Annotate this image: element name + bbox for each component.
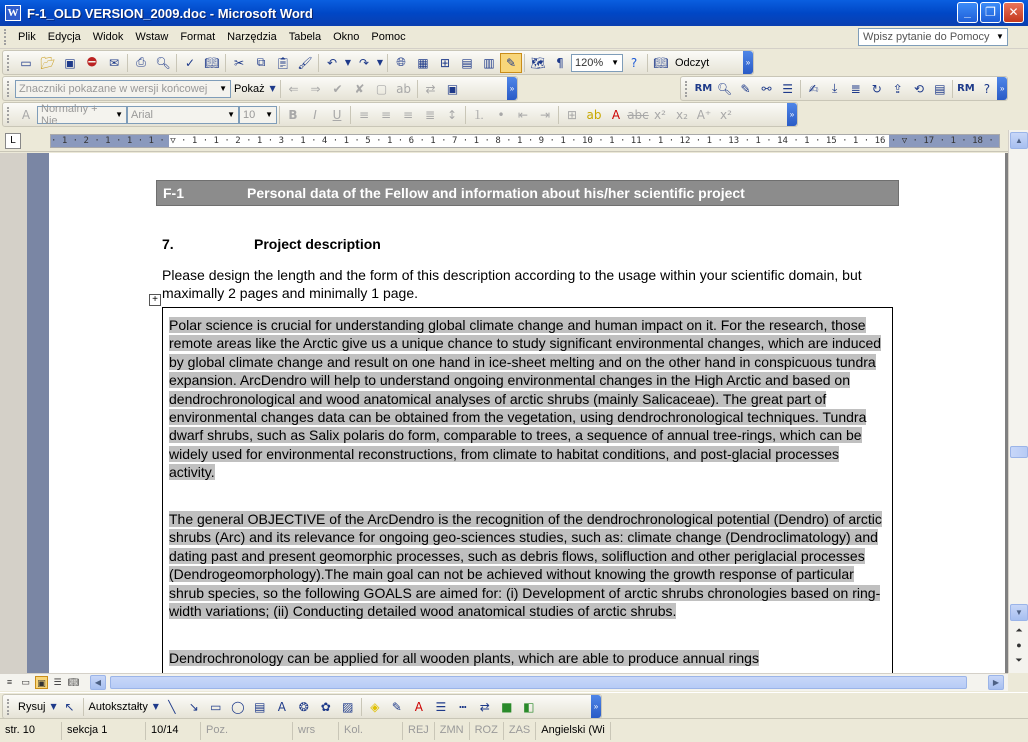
grow-font-icon[interactable]: A⁺	[696, 107, 712, 122]
print-icon[interactable]: ⎙	[136, 55, 146, 69]
insert-comment-icon[interactable]: ▢	[375, 81, 388, 96]
reading-view-icon[interactable]: 📖︎	[67, 677, 80, 687]
status-page-count: 10/14	[146, 722, 201, 740]
separator	[83, 698, 84, 716]
section-heading	[162, 236, 381, 252]
research-icon[interactable]: 📖︎	[204, 55, 220, 70]
insert-table-icon[interactable]: ⊞	[439, 55, 451, 70]
page-margin-shade	[27, 153, 49, 673]
minimize-button[interactable]: _	[957, 2, 978, 23]
align-right-icon[interactable]: ≡	[402, 107, 414, 122]
normal-view-icon[interactable]: ≡	[6, 677, 13, 687]
vertical-scrollbar[interactable]	[1008, 130, 1028, 673]
diagram-icon[interactable]: ❂	[298, 699, 309, 714]
find-citation-icon[interactable]: 🔍︎	[716, 81, 733, 96]
menu-window[interactable]: Okno	[333, 31, 360, 43]
status-section: sekcja 1	[62, 722, 146, 740]
track-changes-icon[interactable]: ⇄	[425, 81, 436, 96]
menu-insert[interactable]: Wstaw	[135, 31, 169, 43]
link-icon[interactable]: ⚯	[761, 81, 772, 96]
table-move-handle-icon[interactable]: +	[149, 294, 161, 306]
select-objects-icon[interactable]: ↖	[64, 699, 75, 714]
align-left-icon[interactable]: ≡	[358, 107, 370, 122]
menu-table[interactable]: Tabela	[288, 31, 322, 43]
status-position: Poz.	[201, 722, 293, 740]
reading-layout-icon[interactable]: 📖︎	[653, 55, 669, 70]
strikethrough-icon[interactable]: abc	[627, 107, 649, 122]
scroll-up-icon[interactable]: ▲	[1010, 132, 1028, 149]
edit-citation-icon[interactable]: ✎	[740, 81, 751, 96]
italic-icon[interactable]: I	[313, 107, 317, 122]
separator	[558, 106, 559, 124]
separator	[361, 698, 362, 716]
new-document-icon[interactable]: ▭	[20, 55, 32, 70]
markup-display-dropdown[interactable]	[15, 80, 231, 98]
zoom-value: 120%	[575, 56, 604, 69]
form-code: F-1	[163, 185, 184, 201]
tables-borders-icon[interactable]: ▦	[417, 55, 429, 70]
separator	[524, 54, 525, 72]
separator	[279, 106, 280, 124]
chevron-down-icon: ▼	[611, 58, 619, 67]
copy-icon[interactable]: ⧉	[256, 55, 266, 69]
scroll-right-icon[interactable]: ▶	[988, 675, 1004, 690]
permission-icon[interactable]: ⛔︎	[86, 55, 98, 69]
status-language[interactable]: Angielski (Wi	[536, 722, 611, 740]
menu-help[interactable]: Pomoc	[371, 31, 406, 43]
align-center-icon[interactable]: ≡	[380, 107, 392, 122]
help-icon[interactable]: ?	[630, 55, 638, 70]
spelling-icon[interactable]: ✓	[184, 55, 196, 70]
separator	[952, 80, 953, 98]
separator	[387, 54, 388, 72]
toolbar-grip	[685, 81, 689, 97]
separator	[318, 54, 319, 72]
font-size-value: 10	[243, 108, 256, 121]
paragraph[interactable]	[169, 649, 887, 667]
font-color-icon[interactable]: A	[414, 699, 423, 714]
rm-help-icon[interactable]: ?	[983, 81, 991, 96]
toolbar-options-icon[interactable]: »	[997, 77, 1007, 100]
standard-toolbar	[2, 50, 754, 75]
list-icon[interactable]: ☰	[782, 81, 793, 96]
save-icon[interactable]: ▣	[64, 55, 76, 70]
chevron-down-icon: ▼	[115, 110, 123, 119]
title-bar	[0, 0, 1028, 26]
toolbar-grip	[7, 107, 11, 123]
ruler-scale: · 1 · 2 · 1 · 1 · 1 · ▽ · 1 · 1 · 2 · 1 · 3 · 1 · 4 · 1 · 5 · 1 · 6 · 1 · 7 · 1 · 8 · 1 · 9 · 1 · 10 · 1 · 11 · 1 · 12 · 1 · 13 · 1 · 14 · 1 · 15 · 1 · 16 · ▽ · 17 · 1 · 18 ·	[51, 136, 994, 146]
horizontal-scroll-thumb[interactable]	[110, 676, 967, 689]
decrease-indent-icon[interactable]: ⇤	[517, 107, 529, 122]
toolbar-options-icon[interactable]: »	[743, 51, 753, 74]
view-and-hscroll-row	[0, 673, 1008, 691]
reviewing-toolbar	[2, 76, 518, 101]
shadow-style-icon[interactable]: ■	[501, 699, 513, 714]
fill-color-icon[interactable]: ◈	[370, 699, 380, 714]
toolbar-grip	[7, 55, 11, 71]
dash-style-icon[interactable]: ┅	[459, 699, 467, 714]
previous-page-icon[interactable]: ⏶	[1015, 625, 1023, 635]
print-preview-icon[interactable]: 🔍︎	[155, 55, 171, 70]
word-app-icon[interactable]: W	[5, 5, 21, 21]
paragraph[interactable]	[169, 510, 887, 620]
chevron-down-icon[interactable]: ▼	[152, 702, 159, 711]
toolbar-grip	[7, 81, 11, 97]
draw-menu-button[interactable]: Rysuj	[18, 700, 46, 713]
redo-icon[interactable]: ↷	[358, 55, 370, 70]
show-hide-icon[interactable]: ¶	[556, 55, 564, 70]
chevron-down-icon[interactable]: ▼	[50, 702, 57, 711]
rectangle-icon[interactable]: ▭	[210, 699, 222, 714]
description-table[interactable]	[162, 307, 893, 673]
print-layout-icon[interactable]: ▣	[35, 676, 48, 689]
line-icon[interactable]: ╲	[168, 699, 176, 714]
scroll-left-icon[interactable]: ◀	[90, 675, 106, 690]
undo-icon[interactable]: ↶	[326, 55, 338, 70]
status-bar	[0, 718, 1028, 742]
separator	[417, 80, 418, 98]
superscript-icon[interactable]: x²	[654, 107, 666, 122]
justify-icon[interactable]: ≣	[424, 107, 436, 122]
section-number: 7.	[162, 236, 174, 252]
menu-grip[interactable]	[4, 29, 8, 45]
next-page-icon[interactable]: ⏷	[1015, 655, 1023, 665]
increase-indent-icon[interactable]: ⇥	[539, 107, 551, 122]
picture-icon[interactable]: ▨	[342, 699, 354, 714]
formatting-toolbar	[2, 102, 798, 127]
text-box-icon[interactable]: ▤	[254, 699, 266, 714]
subscript-icon[interactable]: x₂	[676, 107, 688, 122]
styles-pane-icon[interactable]: A	[21, 107, 31, 122]
form-header-bar	[156, 180, 899, 206]
paragraph-text: The general OBJECTIVE of the ArcDendro is the recognition of the dendrochronological potential (Dendro) of arctic shrubs (Arc) and its relevance for ongoing geo-sciences studies, such as: climate change (Dendroclimatology) and dating past and present geomorphic processes, such as debris flows, solifluction and other periglacial processes (Dendrogeomorphology).The main goal can not be achieved without knowing the growth response of particular shrub species, so the following GOALS are aimed for: (i) Development of arctic shrubs chronologies based on ring-width variations; (ii) Conducting detailed wood anatomical studies of arctic shrubs.	[169, 511, 882, 620]
line-color-icon[interactable]: ✎	[391, 699, 402, 714]
oval-icon[interactable]: ◯	[231, 699, 245, 714]
separator	[176, 54, 177, 72]
paragraph-text: Polar science is crucial for understanding global climate change and human impact on it. For the research, those remote areas like the Arctic give us a unique chance to study significant environmental changes, which are induced by global climate change and result on one hand in ice-sheet melting and on the other hand in conspicuous tundra expansion. ArcDendro will help to understand ongoing environmental changes in the High Arctic and based on dendrochronological and wood anatomical analyses of arctic shrubs (mainly Salicaceae). The great part of environmental changes data can be obtained from the vegetation, using dendrochronological techniques. Tundra dwarf shrubs, such as Salix polaris do form, comparable to trees, a sequence of annual tree-rings, which can be widely used for environmental reconstructions, from climate to habitat conditions, and post-glacial processes activity.	[169, 317, 882, 481]
next-change-icon[interactable]: ⇒	[310, 81, 321, 96]
chevron-down-icon[interactable]: ▼	[269, 84, 276, 93]
reject-change-icon[interactable]: ✘	[354, 81, 365, 96]
outline-view-icon[interactable]: ☰	[53, 677, 62, 687]
reading-layout-button[interactable]: Odczyt	[675, 56, 710, 69]
font-value: Arial	[131, 108, 154, 121]
toolbar-options-icon[interactable]: »	[787, 103, 797, 126]
redo-dropdown-icon[interactable]: ▼	[376, 58, 384, 67]
toolbar-grip	[7, 699, 11, 715]
menu-format[interactable]: Format	[180, 31, 216, 43]
autoshapes-menu-button[interactable]: Autokształty	[88, 700, 148, 713]
insert-excel-icon[interactable]: ▤	[461, 55, 473, 70]
arrow-style-icon[interactable]: ⇄	[479, 699, 490, 714]
window-title: F-1_OLD VERSION_2009.doc - Microsoft Word	[27, 5, 313, 21]
chevron-down-icon: ▼	[265, 110, 273, 119]
markup-display-value: Znaczniki pokazane w wersji końcowej	[19, 82, 208, 95]
vertical-scroll-thumb[interactable]	[1010, 446, 1028, 458]
close-button[interactable]: ✕	[1003, 2, 1024, 23]
separator	[647, 54, 648, 72]
status-line: wrs	[293, 722, 339, 740]
highlight-icon[interactable]: ab	[396, 81, 412, 96]
sync-icon[interactable]: ⟲	[913, 81, 924, 96]
document-map-icon[interactable]: 🗺︎	[530, 55, 546, 70]
numbering-icon[interactable]: ⒈	[472, 108, 485, 122]
clip-art-icon[interactable]: ✿	[320, 699, 331, 714]
style-dropdown[interactable]	[37, 102, 127, 127]
restore-button[interactable]: ❐	[980, 2, 1001, 23]
zoom-dropdown[interactable]	[571, 54, 623, 72]
refresh-icon[interactable]: ↻	[871, 81, 882, 96]
document-area	[0, 153, 1008, 673]
menu-tools[interactable]: Narzędzia	[227, 31, 277, 43]
open-folder-icon[interactable]: 📂︎	[40, 55, 56, 70]
separator	[800, 80, 801, 98]
font-color-icon[interactable]: A	[611, 107, 621, 122]
bullets-icon[interactable]: •	[497, 107, 505, 122]
align-icon[interactable]: ≣	[850, 81, 861, 96]
rm-settings-icon[interactable]: RM	[957, 83, 975, 94]
vertical-ruler	[0, 153, 27, 673]
section-title: Project description	[254, 236, 381, 252]
status-track-changes[interactable]: ZMN	[435, 722, 470, 740]
reviewing-pane-icon[interactable]: ▣	[446, 81, 459, 96]
separator	[465, 106, 466, 124]
help-dropdown-arrow[interactable]: ▼	[996, 32, 1004, 41]
line-style-icon[interactable]: ☰	[435, 699, 447, 714]
menu-file[interactable]: Plik	[18, 31, 36, 43]
format-painter-icon[interactable]: 🖌︎	[297, 55, 313, 70]
document-icon[interactable]: ▤	[934, 81, 946, 96]
chevron-down-icon: ▼	[227, 110, 235, 119]
wordart-icon[interactable]: A	[277, 699, 286, 714]
cut-icon[interactable]: ✂	[233, 55, 245, 70]
style-value: Normalny + Nie	[41, 102, 98, 127]
paragraph[interactable]	[169, 316, 887, 482]
tab-selector[interactable]: L	[5, 133, 21, 149]
previous-change-icon[interactable]: ⇐	[288, 81, 299, 96]
custom-toolbar	[680, 76, 1008, 101]
status-overtype[interactable]: ZAS	[504, 722, 536, 740]
menu-view[interactable]: Widok	[92, 31, 124, 43]
highlight-color-icon[interactable]: ab	[586, 107, 602, 122]
toolbar-options-icon[interactable]: »	[591, 695, 601, 718]
accept-change-icon[interactable]: ✔	[332, 81, 343, 96]
drawing-icon[interactable]: ✎	[500, 53, 522, 73]
drawing-toolbar	[2, 694, 602, 719]
bold-icon[interactable]: B	[288, 107, 298, 122]
form-header-title: Personal data of the Fellow and information about his/her scientific project	[247, 185, 745, 201]
web-layout-icon[interactable]: ▭	[21, 677, 30, 687]
columns-icon[interactable]: ▥	[483, 55, 495, 70]
status-record-macro[interactable]: REJ	[403, 722, 435, 740]
separator	[280, 80, 281, 98]
status-extend[interactable]: ROZ	[470, 722, 504, 740]
drawing-toolbar-row	[0, 692, 1028, 716]
document-page[interactable]	[49, 153, 1005, 673]
show-markup-button[interactable]: Pokaż	[234, 82, 265, 95]
intro-text[interactable]: Please design the length and the form of this description according to the usage within your scientific domain, but maximally 2 pages and minimally 1 page.	[162, 267, 862, 301]
chevron-down-icon: ▼	[219, 84, 227, 93]
font-dropdown[interactable]	[127, 106, 239, 124]
reference-manager-icon[interactable]: RM	[694, 83, 713, 94]
undo-dropdown-icon[interactable]: ▼	[344, 58, 352, 67]
line-spacing-icon[interactable]: ↕	[446, 107, 458, 122]
font-size-dropdown[interactable]	[239, 106, 277, 124]
ruler-band[interactable]	[50, 134, 1000, 148]
help-question-input[interactable]: Wpisz pytanie do Pomocy	[858, 28, 1008, 46]
separator	[127, 54, 128, 72]
email-icon[interactable]: ✉	[108, 55, 120, 70]
borders-icon[interactable]: ⊞	[566, 107, 578, 122]
export-icon[interactable]: ⇪	[892, 81, 903, 96]
toolbar-options-icon[interactable]: »	[507, 77, 517, 100]
small-caps-icon[interactable]: x²	[720, 107, 732, 122]
paragraph-text: Dendrochronology can be applied for all wooden plants, which are able to produce annual rings	[169, 650, 759, 666]
format-bibliography-icon[interactable]: ✍	[808, 81, 819, 96]
paste-icon[interactable]: 📋︎	[275, 55, 291, 70]
status-page: str. 10	[0, 722, 62, 740]
scroll-down-icon[interactable]: ▼	[1010, 604, 1028, 621]
separator	[225, 54, 226, 72]
horizontal-ruler[interactable]	[0, 130, 1028, 152]
status-column: Kol.	[339, 722, 403, 740]
menu-edit[interactable]: Edycja	[47, 31, 81, 43]
browse-object-icon[interactable]: ●	[1016, 640, 1022, 650]
3d-style-icon[interactable]: ◧	[523, 699, 535, 714]
download-icon[interactable]: ⤓	[832, 81, 838, 95]
arrow-icon[interactable]: ↘	[188, 699, 199, 714]
underline-icon[interactable]: U	[332, 107, 342, 122]
separator	[350, 106, 351, 124]
hyperlink-icon[interactable]: 🌐︎	[396, 55, 406, 69]
